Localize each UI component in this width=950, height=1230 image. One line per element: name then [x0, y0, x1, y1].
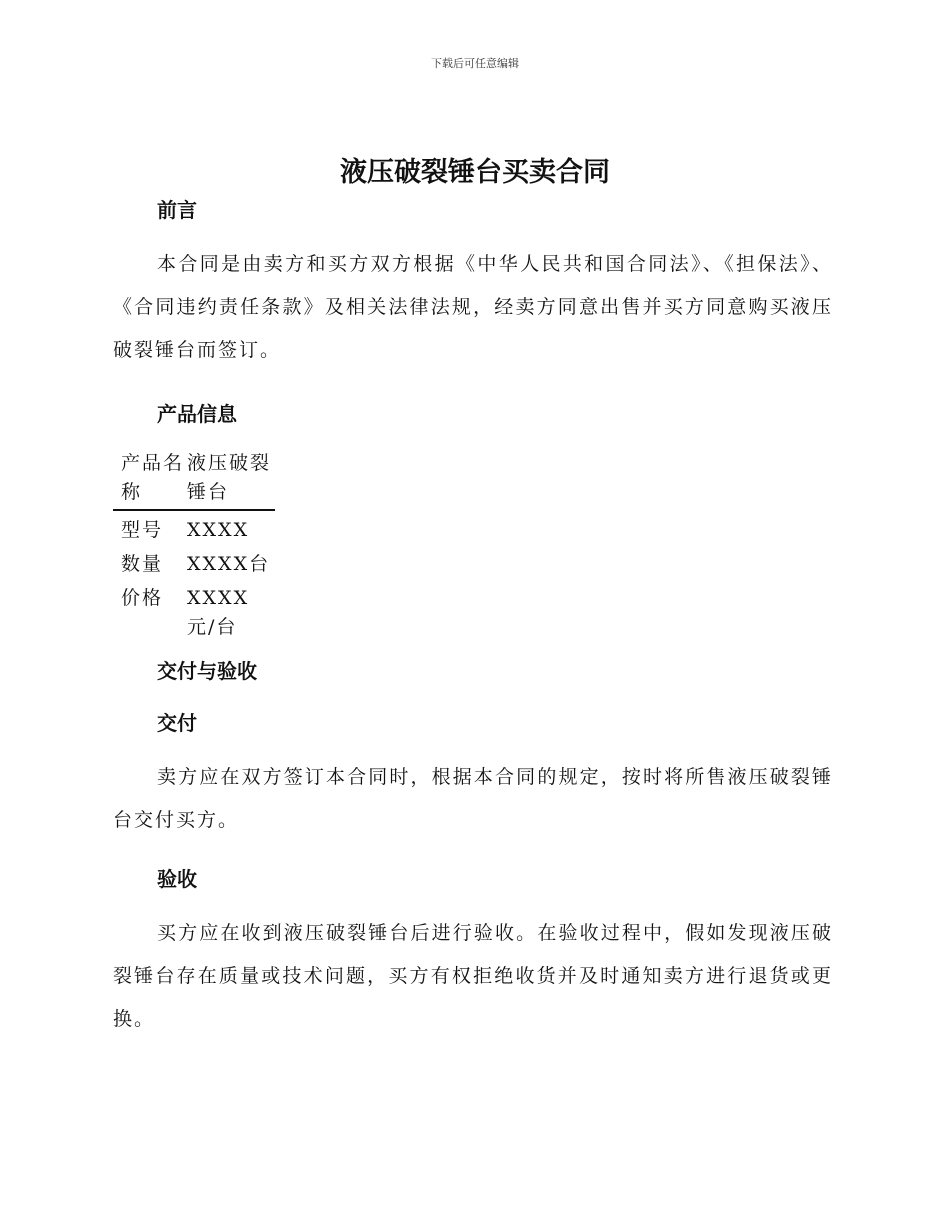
section-heading-delivery: 交付与验收 — [157, 659, 257, 683]
table-cell-label: 型号 — [121, 519, 164, 541]
subsection-heading-delivery: 交付 — [157, 711, 197, 735]
section-heading-product: 产品信息 — [157, 402, 237, 426]
table-row — [113, 545, 275, 579]
page-header-note: 下载后可任意编辑 — [431, 57, 519, 70]
document-title: 液压破裂锤台买卖合同 — [340, 157, 610, 188]
document-body — [113, 195, 833, 1041]
acceptance-paragraph: 买方应在收到液压破裂锤台后进行验收。在验收过程中，假如发现液压破裂锤台存在质量或技术问题，买方有权拒绝收货并及时通知卖方进行退货或更换。 — [113, 922, 833, 1030]
table-cell-value: XXXX — [187, 519, 250, 541]
table-row — [113, 510, 275, 545]
product-info-table — [113, 449, 275, 642]
preface-paragraph: 本合同是由卖方和买方双方根据《中华人民共和国合同法》、《担保法》、《合同违约责任条款》及相关法律法规，经卖方同意出售并买方同意购买液压破裂锤台而签订。 — [113, 253, 833, 361]
table-cell-value: XXXX台 — [187, 553, 271, 575]
delivery-paragraph: 卖方应在双方签订本合同时，根据本合同的规定，按时将所售液压破裂锤台交付买方。 — [113, 766, 833, 831]
table-cell-value: 液压破裂锤台 — [185, 449, 275, 510]
table-row — [113, 579, 275, 642]
table-cell-label: 产品名称 — [113, 449, 185, 510]
table-header-row — [113, 449, 275, 510]
table-cell-value: XXXX元/台 — [187, 587, 250, 638]
table-cell-label: 价格 — [121, 587, 164, 609]
section-heading-preface: 前言 — [157, 198, 197, 222]
subsection-heading-acceptance: 验收 — [157, 867, 197, 891]
table-cell-label: 数量 — [121, 553, 164, 575]
